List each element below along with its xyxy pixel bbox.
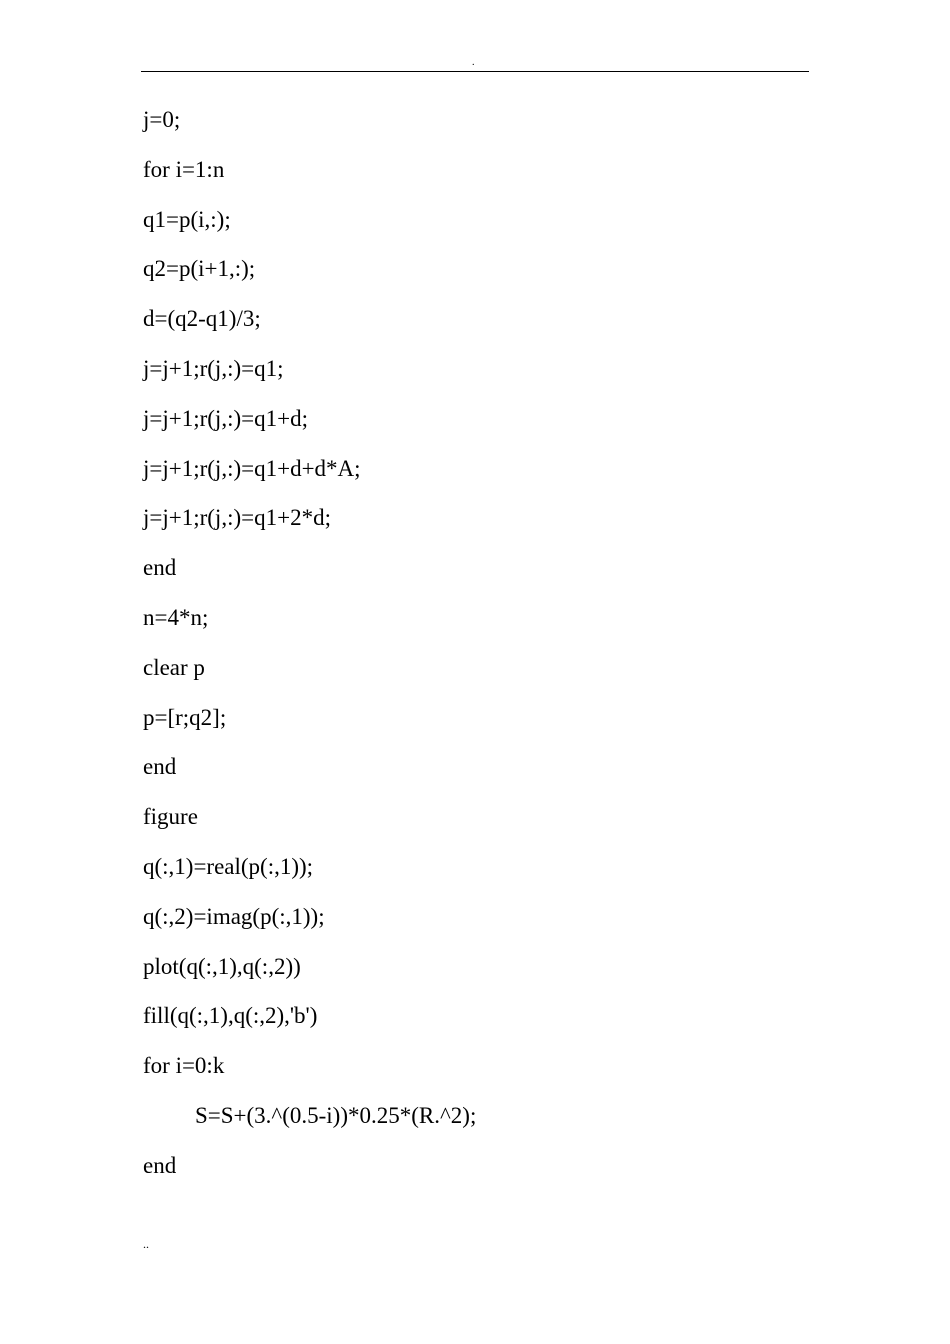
code-line: p=[r;q2];: [143, 704, 227, 730]
code-line: end: [143, 555, 177, 581]
code-line: n=4*n;: [143, 604, 209, 630]
code-line: for i=0:k: [143, 1053, 225, 1079]
code-line: figure: [143, 804, 198, 830]
code-line: d=(q2-q1)/3;: [143, 306, 261, 332]
code-line: end: [143, 1152, 177, 1178]
code-line: j=j+1;r(j,:)=q1+2*d;: [143, 505, 331, 531]
code-line: j=0;: [143, 107, 181, 132]
code-line: S=S+(3.^(0.5-i))*0.25*(R.^2);: [195, 1102, 477, 1128]
header-mark: .: [472, 57, 475, 68]
code-line: q(:,1)=real(p(:,1));: [143, 853, 314, 879]
code-line: j=j+1;r(j,:)=q1+d;: [143, 405, 308, 431]
code-line: q1=p(i,:);: [143, 206, 231, 232]
code-line: j=j+1;r(j,:)=q1+d+d*A;: [143, 455, 361, 481]
code-line: fill(q(:,1),q(:,2),'b'): [143, 1003, 318, 1029]
code-line: for i=1:n: [143, 156, 225, 182]
code-line: q2=p(i+1,:);: [143, 256, 256, 282]
code-line: plot(q(:,1),q(:,2)): [143, 953, 301, 979]
code-line: clear p: [143, 654, 205, 680]
footer-mark: ..: [143, 1237, 149, 1251]
code-line: end: [143, 754, 177, 780]
code-line: q(:,2)=imag(p(:,1));: [143, 903, 325, 929]
code-line: j=j+1;r(j,:)=q1;: [143, 355, 284, 381]
code-block: [143, 103, 803, 1199]
header-rule: [141, 71, 809, 72]
